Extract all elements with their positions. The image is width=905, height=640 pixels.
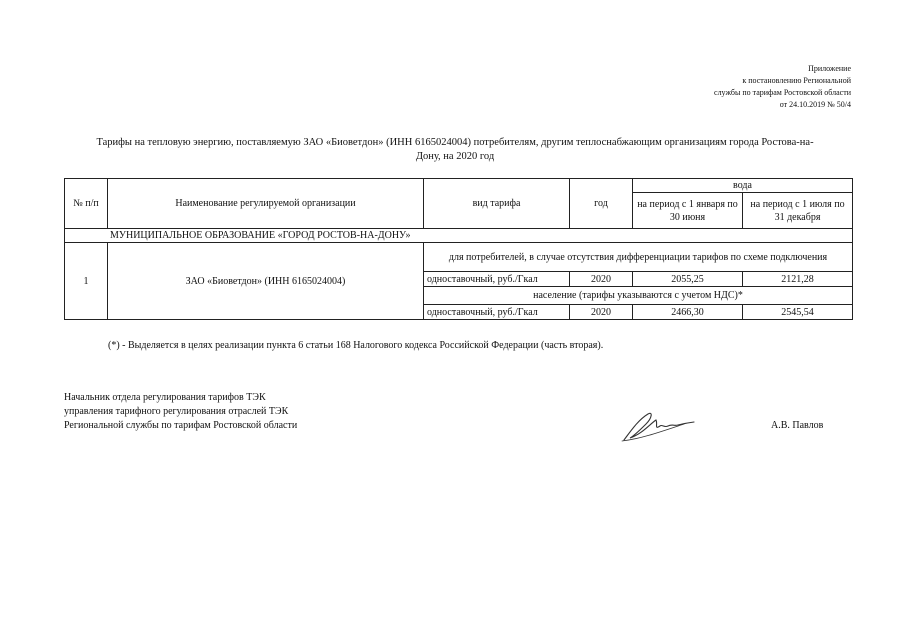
signature-icon: [620, 410, 700, 444]
header-year: год: [570, 179, 633, 229]
header-period-2: на период с 1 июля по 31 декабря: [743, 193, 853, 229]
tariff-type-cell: одноставочный, руб./Гкал: [424, 272, 570, 287]
appendix-line-3: службы по тарифам Ростовской области: [714, 88, 851, 97]
header-num: № п/п: [65, 179, 108, 229]
document-title: [60, 136, 850, 164]
signatory-line-2: управления тарифного регулирования отраслей ТЭК: [64, 406, 289, 417]
period-2-value: 2121,28: [743, 272, 853, 287]
signatory-line-1: Начальник отдела регулирования тарифов ТЭК: [64, 392, 266, 403]
municipality-row: МУНИЦИПАЛЬНОЕ ОБРАЗОВАНИЕ «ГОРОД РОСТОВ-НА-ДОНУ»: [65, 229, 853, 243]
section-1-label: для потребителей, в случае отсутствия дифференциации тарифов по схеме подключения: [424, 243, 853, 272]
appendix-line-1: Приложение: [808, 64, 851, 73]
footnote: (*) - Выделяется в целях реализации пункта 6 статьи 168 Налогового кодекса Российской Федерации (часть вторая).: [108, 340, 604, 351]
period-1-value: 2466,30: [633, 305, 743, 320]
tariff-table: [64, 178, 853, 320]
title-line-1: Тарифы на тепловую энергию, поставляемую ЗАО «Биоветдон» (ИНН 6165024004) потребителям, другим теплоснабжающим организациям города Ростова-на-: [96, 137, 814, 148]
header-period-1: на период с 1 января по 30 июня: [633, 193, 743, 229]
year-cell: 2020: [570, 272, 633, 287]
period-1-value: 2055,25: [633, 272, 743, 287]
section-2-label: население (тарифы указываются с учетом НДС)*: [424, 287, 853, 305]
header-tariff-type: вид тарифа: [424, 179, 570, 229]
period-2-value: 2545,54: [743, 305, 853, 320]
appendix-header: [714, 63, 851, 111]
signatory-block: [64, 391, 297, 433]
header-org: Наименование регулируемой организации: [108, 179, 424, 229]
organization-name: ЗАО «Биоветдон» (ИНН 6165024004): [108, 243, 424, 320]
signatory-line-3: Региональной службы по тарифам Ростовской области: [64, 420, 298, 431]
appendix-line-4: от 24.10.2019 № 50/4: [779, 100, 851, 109]
signatory-name: А.В. Павлов: [771, 420, 824, 431]
row-number: 1: [65, 243, 108, 320]
year-cell: 2020: [570, 305, 633, 320]
header-water: вода: [633, 179, 853, 193]
appendix-line-2: к постановлению Региональной: [742, 76, 851, 85]
title-line-2: Дону, на 2020 год: [415, 151, 495, 162]
tariff-type-cell: одноставочный, руб./Гкал: [424, 305, 570, 320]
